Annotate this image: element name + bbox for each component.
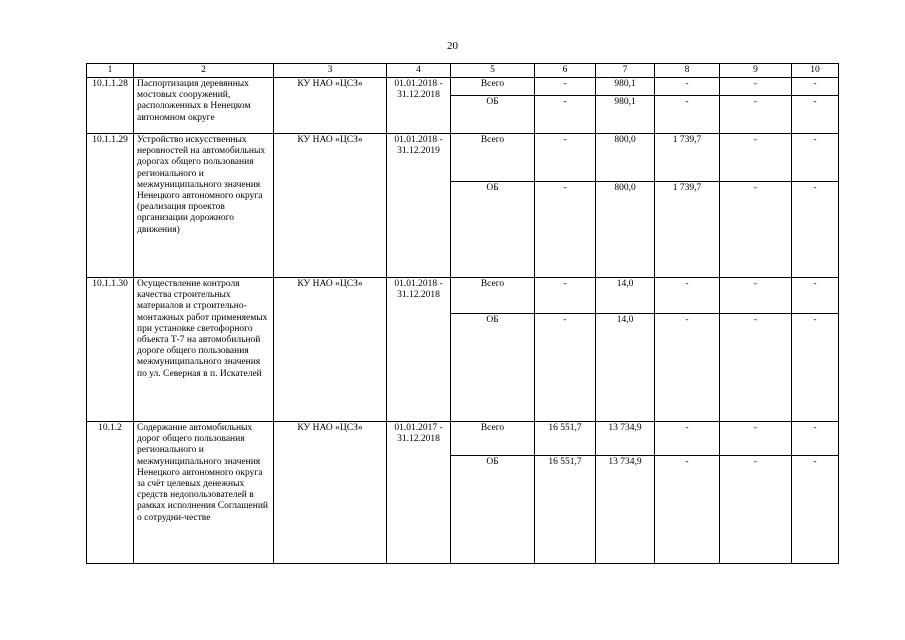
funding-source: ОБ [451, 182, 535, 278]
row-period: 01.01.2018 - 31.12.2018 [387, 78, 451, 134]
column-header: 3 [274, 64, 387, 78]
value-cell: - [792, 78, 839, 96]
value-cell: 800,0 [596, 182, 655, 278]
value-cell: - [535, 78, 596, 96]
value-cell: - [655, 278, 720, 314]
table-row [87, 78, 839, 96]
value-cell: - [655, 456, 720, 564]
row-executor: КУ НАО «ЦСЗ» [274, 78, 387, 134]
header-row [87, 64, 839, 78]
value-cell: - [535, 182, 596, 278]
value-cell: 1 739,7 [655, 134, 720, 182]
funding-source: Всего [451, 78, 535, 96]
value-cell: 16 551,7 [535, 422, 596, 456]
value-cell: - [535, 134, 596, 182]
row-executor: КУ НАО «ЦСЗ» [274, 134, 387, 278]
row-name: Содержание автомобильных дорог общего пользования регионального и межмуниципального значения Ненецкого автономного округа за счёт целевых денежных средств недопользователей в рамках исполнения Соглашений о сотрудни-честве [134, 422, 274, 564]
value-cell: - [792, 96, 839, 134]
value-cell: 1 739,7 [655, 182, 720, 278]
value-cell: - [655, 78, 720, 96]
column-header: 6 [535, 64, 596, 78]
row-code: 10.1.1.30 [87, 278, 134, 422]
value-cell: 800,0 [596, 134, 655, 182]
value-cell: - [720, 96, 792, 134]
value-cell: - [535, 314, 596, 422]
value-cell: 13 734,9 [596, 456, 655, 564]
value-cell: - [792, 422, 839, 456]
value-cell: - [792, 278, 839, 314]
value-cell: 980,1 [596, 96, 655, 134]
value-cell: 14,0 [596, 278, 655, 314]
funding-source: Всего [451, 134, 535, 182]
row-code: 10.1.1.29 [87, 134, 134, 278]
page-number: 20 [447, 40, 458, 52]
funding-source: Всего [451, 422, 535, 456]
value-cell: - [655, 96, 720, 134]
value-cell: - [535, 96, 596, 134]
value-cell: - [720, 314, 792, 422]
row-code: 10.1.1.28 [87, 78, 134, 134]
value-cell: - [720, 422, 792, 456]
column-header: 9 [720, 64, 792, 78]
value-cell: - [655, 314, 720, 422]
table-row [87, 278, 839, 314]
value-cell: - [720, 182, 792, 278]
value-cell: 980,1 [596, 78, 655, 96]
column-header: 8 [655, 64, 720, 78]
value-cell: - [792, 182, 839, 278]
funding-source: Всего [451, 278, 535, 314]
row-name: Паспортизация деревянных мостовых сооружений, расположенных в Ненецком автономном округе [134, 78, 274, 134]
value-cell: - [792, 456, 839, 564]
value-cell: - [720, 456, 792, 564]
row-executor: КУ НАО «ЦСЗ» [274, 422, 387, 564]
funding-source: ОБ [451, 314, 535, 422]
value-cell: 16 551,7 [535, 456, 596, 564]
value-cell: - [720, 78, 792, 96]
value-cell: 13 734,9 [596, 422, 655, 456]
value-cell: - [535, 278, 596, 314]
row-period: 01.01.2017 - 31.12.2018 [387, 422, 451, 564]
row-executor: КУ НАО «ЦСЗ» [274, 278, 387, 422]
column-header: 4 [387, 64, 451, 78]
budget-table [86, 63, 839, 564]
row-name: Осуществление контроля качества строительных материалов и строительно-монтажных работ применяемых при установке светофорного объекта Т-7 на автомобильной дороге общего пользования межмуниципального значения по ул. Северная в п. Искателей [134, 278, 274, 422]
value-cell: - [792, 134, 839, 182]
funding-source: ОБ [451, 96, 535, 134]
row-code: 10.1.2 [87, 422, 134, 564]
value-cell: 14,0 [596, 314, 655, 422]
row-period: 01.01.2018 - 31.12.2019 [387, 134, 451, 278]
value-cell: - [720, 278, 792, 314]
column-header: 7 [596, 64, 655, 78]
value-cell: - [792, 314, 839, 422]
column-header: 1 [87, 64, 134, 78]
row-name: Устройство искусственных неровностей на автомобильных дорогах общего пользования регионального и межмуниципального значения Ненецкого автономного округа (реализация проектов организации дорожного движения) [134, 134, 274, 278]
funding-source: ОБ [451, 456, 535, 564]
value-cell: - [655, 422, 720, 456]
row-period: 01.01.2018 - 31.12.2018 [387, 278, 451, 422]
column-header: 10 [792, 64, 839, 78]
table-row [87, 422, 839, 456]
column-header: 2 [134, 64, 274, 78]
table-row [87, 134, 839, 182]
column-header: 5 [451, 64, 535, 78]
value-cell: - [720, 134, 792, 182]
